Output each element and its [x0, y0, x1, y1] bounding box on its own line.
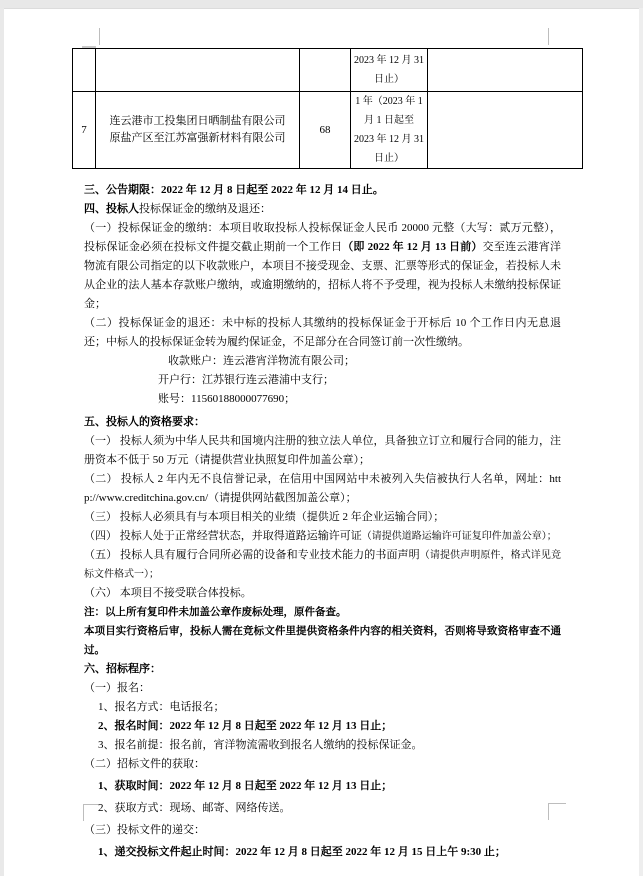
text-run: 三、公告期限：2022 年 12 月 8 日起至 2022 年 12 月 14 日止。 — [84, 184, 384, 196]
text-run: （即 2022 年 12 月 13 日前） — [342, 241, 483, 253]
paragraph — [84, 413, 561, 432]
text-run: 1、报名方式：电话报名； — [98, 701, 225, 713]
period-line: 1 年（2023 年 1 — [355, 96, 423, 107]
paragraph — [84, 622, 561, 660]
seq-cell: 7 — [73, 92, 96, 169]
blank-cell — [428, 92, 583, 169]
text-run: 四、投标人 — [84, 203, 139, 215]
text-run: （六） 本项目不接受联合体投标。 — [84, 587, 252, 599]
quantity-cell — [300, 49, 351, 92]
text-run: 1、递交投标文件起止时间：2022 年 12 月 8 日起至 2022 年 12 月 15 日上午 9:30 止； — [98, 846, 506, 858]
period-line: 日止） — [374, 74, 404, 85]
page-gap-top — [0, 0, 643, 9]
company-cell — [96, 92, 300, 169]
text-run: 开户行：江苏银行连云港浦中支行； — [158, 374, 334, 386]
text-run: 3、报名前提：报名前，宵洋物流需收到报名人缴纳的投标保证金。 — [98, 739, 423, 751]
text-run: （一） 投标人须为中华人民共和国境内注册的独立法人单位，具备独立订立和履行合同的能力，注册资本不低于 50 万元（请提供营业执照复印件加盖公章）； — [84, 435, 561, 466]
period-cell — [351, 92, 428, 169]
text-run: 本项目实行资格后审，投标人需在竞标文件里提供资格条件内容的相关资料，否则将导致资格审查不通过。 — [84, 626, 561, 656]
paragraph — [84, 200, 561, 219]
paragraph — [98, 777, 561, 796]
paragraph — [84, 821, 561, 840]
text-run: 2、报名时间：2022 年 12 月 8 日起至 2022 年 12 月 13 日止； — [98, 720, 393, 732]
paragraph — [98, 698, 561, 717]
company-cell — [96, 49, 300, 92]
paragraph — [98, 717, 561, 736]
company-line: 原盐产区至江苏富强新材料有限公司 — [109, 132, 286, 144]
text-boundary-mark-top-left-v — [99, 28, 100, 45]
text-run: 注：以上所有复印件未加盖公章作废标处理，原件备查。 — [84, 607, 347, 618]
period-line: 月 1 日起至 — [364, 115, 414, 126]
period-line: 2023 年 12 月 31 — [354, 55, 424, 66]
text-run: （二） 投标人 2 年内无不良信誉记录，在信用中国网站中未被列入失信被执行人名单，网址：http://www.creditchina.gov.cn/（请提供网站截图加盖公章）； — [84, 473, 561, 504]
paragraph — [84, 603, 561, 622]
text-run: 收款账户：连云港宵洋物流有限公司； — [168, 355, 355, 367]
text-run: 1、获取时间：2022 年 12 月 8 日起至 2022 年 12 月 13 日止； — [98, 780, 393, 792]
text-run: （二）招标文件的获取： — [84, 758, 205, 770]
paragraph — [98, 736, 561, 755]
paragraph — [158, 371, 561, 390]
contract-table — [72, 48, 583, 169]
paragraph — [84, 527, 561, 546]
paragraph — [84, 755, 561, 774]
paragraph — [98, 843, 561, 862]
paragraph — [84, 660, 561, 679]
page-edge-left — [0, 8, 4, 876]
period-cell — [351, 49, 428, 92]
paragraph — [84, 679, 561, 698]
text-run: 五、投标人的资格要求： — [84, 416, 205, 428]
paragraph — [84, 584, 561, 603]
paragraph — [158, 390, 561, 409]
text-run: （二）投标保证金的退还：未中标的投标人其缴纳的投标保证金于开标后 10 个工作日内无息退还；中标人的投标保证金转为履约保证金，不足部分在合同签订前一次性缴纳。 — [84, 317, 561, 348]
text-run: （一）投标保证金的缴纳：本项目收取投标人投标保证金人民币 20000 元整（大写：贰万元整），投标保证金必须在投标文件提交截止期前一个工作日 — [84, 222, 561, 253]
paragraph — [98, 799, 561, 818]
text-run: （请提供声明原件，格式详见竞标文件格式一）； — [84, 550, 562, 580]
text-run: （三） 投标人必须具有与本项目相关的业绩（提供近 2 年企业运输合同）； — [84, 511, 445, 523]
text-run: （三）投标文件的递交： — [84, 824, 205, 836]
paragraph — [84, 314, 561, 352]
period-line: 2023 年 12 月 31 — [354, 134, 424, 145]
text-run: （五） 投标人具有履行合同所必需的设备和专业技术能力的书面声明 — [84, 549, 420, 561]
text-boundary-mark-top-right-v — [548, 28, 549, 45]
paragraph — [84, 181, 561, 200]
paragraph — [84, 432, 561, 470]
paragraph — [84, 470, 561, 508]
text-run: （一）报名： — [84, 682, 150, 694]
page-edge-right — [639, 8, 643, 876]
paragraph — [84, 546, 561, 584]
text-run: 账号：11560188000077690； — [158, 393, 296, 405]
body-text — [84, 181, 561, 862]
blank-cell — [428, 49, 583, 92]
text-run: 投标保证金的缴纳及退还： — [139, 203, 271, 215]
company-line: 连云港市工投集团日晒制盐有限公司 — [109, 115, 286, 127]
paragraph — [84, 219, 561, 314]
table-row-continued — [73, 49, 583, 92]
text-run: 2、获取方式：现场、邮寄、网络传送。 — [98, 802, 291, 814]
paragraph — [84, 508, 561, 527]
seq-cell — [73, 49, 96, 92]
paragraph — [168, 352, 561, 371]
table-row-7 — [73, 92, 583, 169]
quantity-cell: 68 — [300, 92, 351, 169]
text-run: 交至连云港宵洋物流有限公司指定的以下收款账户，本项目不接受现金、支票、汇票等形式的保证金，若投标人未从企业的法人基本存款账户缴纳，或逾期缴纳的，招标人将不予受理，视为投标人未缴纳投标保证金； — [84, 241, 562, 310]
period-line: 日止） — [374, 153, 404, 164]
text-run: （四） 投标人处于正常经营状态，并取得道路运输许可证 — [84, 530, 362, 542]
text-run: （请提供道路运输许可证复印件加盖公章）； — [361, 531, 557, 542]
text-run: 六、招标程序： — [84, 663, 161, 675]
